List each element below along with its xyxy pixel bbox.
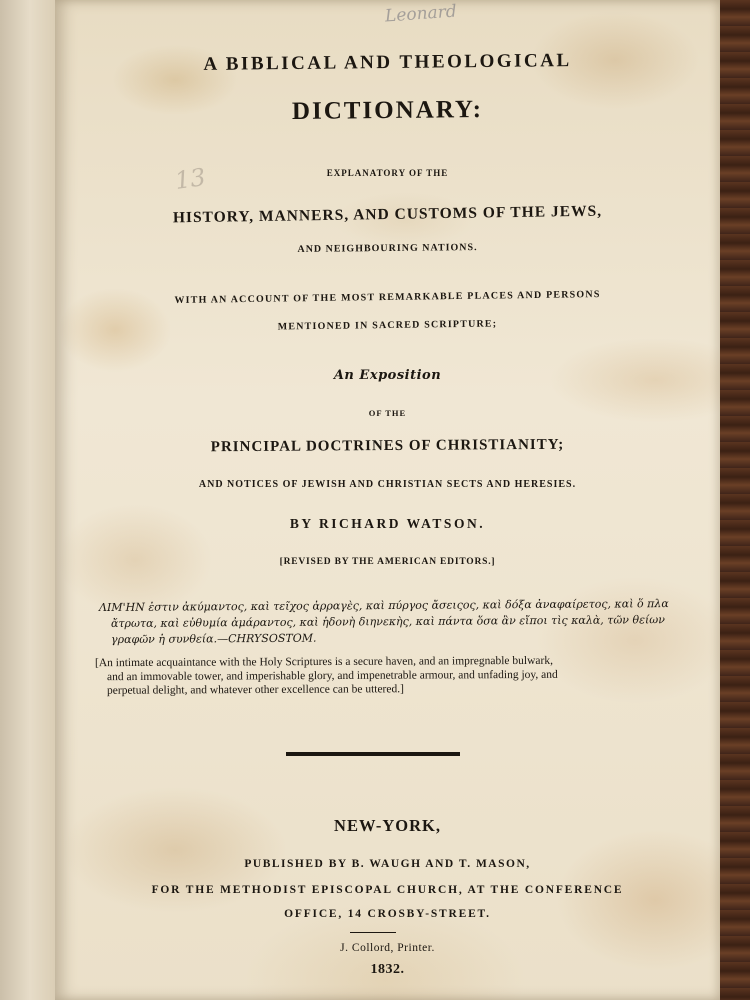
imprint-year: 1832. xyxy=(370,962,405,977)
subtitle-explanatory: EXPLANATORY OF THE xyxy=(326,168,449,178)
subtitle-history: HISTORY, MANNERS, AND CUSTOMS OF THE JEWS, xyxy=(172,202,603,227)
printer-rule xyxy=(350,932,396,933)
imprint-printer: J. Collord, Printer. xyxy=(340,942,435,954)
imprint-place: NEW-YORK, xyxy=(334,816,441,835)
greek-quote-line-3: γραφῶν ἡ συνθεία.—CHRYSOSTOM. xyxy=(110,631,317,647)
title-main: DICTIONARY: xyxy=(291,96,484,125)
author-line: BY RICHARD WATSON. xyxy=(289,516,486,531)
translation-line-3: perpetual delight, and whatever other excellence can be uttered.] xyxy=(106,683,404,697)
greek-quote-line-2: ἄτρωτα, καὶ εὐθυμία ἀμάραντος, καὶ ἡδονὴ διηνεκὴς, καὶ πάντα ὅσα ἂν εἴποι τὶς καλὰ, τῶν θείων xyxy=(110,613,665,631)
imprint-publisher-3: OFFICE, 14 CROSBY-STREET. xyxy=(284,908,491,920)
greek-quote-line-1: ΛΙΜ'ΗΝ ἐστιν ἀκύμαντος, καὶ τεῖχος ἀρραγὲς, καὶ πύργος ἄσειςος, καὶ δόξα ἀναφαίρετος, καὶ ὅ πλα xyxy=(98,597,669,615)
facing-page-edge xyxy=(0,0,60,1000)
subtitle-scripture: MENTIONED IN SACRED SCRIPTURE; xyxy=(277,318,498,333)
title-page xyxy=(55,0,720,1000)
subtitle-account: WITH AN ACCOUNT OF THE MOST REMARKABLE PLACES AND PERSONS xyxy=(174,289,601,306)
subtitle-sects: AND NOTICES OF JEWISH AND CHRISTIAN SECTS AND HERESIES. xyxy=(198,479,577,490)
imprint-publisher-2: FOR THE METHODIST EPISCOPAL CHURCH, AT THE CONFERENCE xyxy=(151,884,624,896)
pencil-signature: Leonard xyxy=(384,1,458,27)
subtitle-of-the: OF THE xyxy=(368,408,407,418)
translation-line-1: [An intimate acquaintance with the Holy Scriptures is a secure haven, and an impregnable bulwark, xyxy=(94,654,553,670)
pencil-number: 13 xyxy=(173,163,208,195)
translation-line-2: and an immovable tower, and imperishable glory, and impenetrable armour, and unfading joy, and xyxy=(106,668,558,684)
revised-note: [REVISED BY THE AMERICAN EDITORS.] xyxy=(279,557,496,567)
subtitle-exposition: An Exposition xyxy=(333,368,442,383)
decorative-rule xyxy=(286,752,460,756)
subtitle-doctrines: PRINCIPAL DOCTRINES OF CHRISTIANITY; xyxy=(210,436,565,456)
title-line-1: A BIBLICAL AND THEOLOGICAL xyxy=(203,50,572,75)
imprint-publisher-1: PUBLISHED BY B. WAUGH AND T. MASON, xyxy=(244,858,531,870)
subtitle-nations: AND NEIGHBOURING NATIONS. xyxy=(297,242,478,255)
